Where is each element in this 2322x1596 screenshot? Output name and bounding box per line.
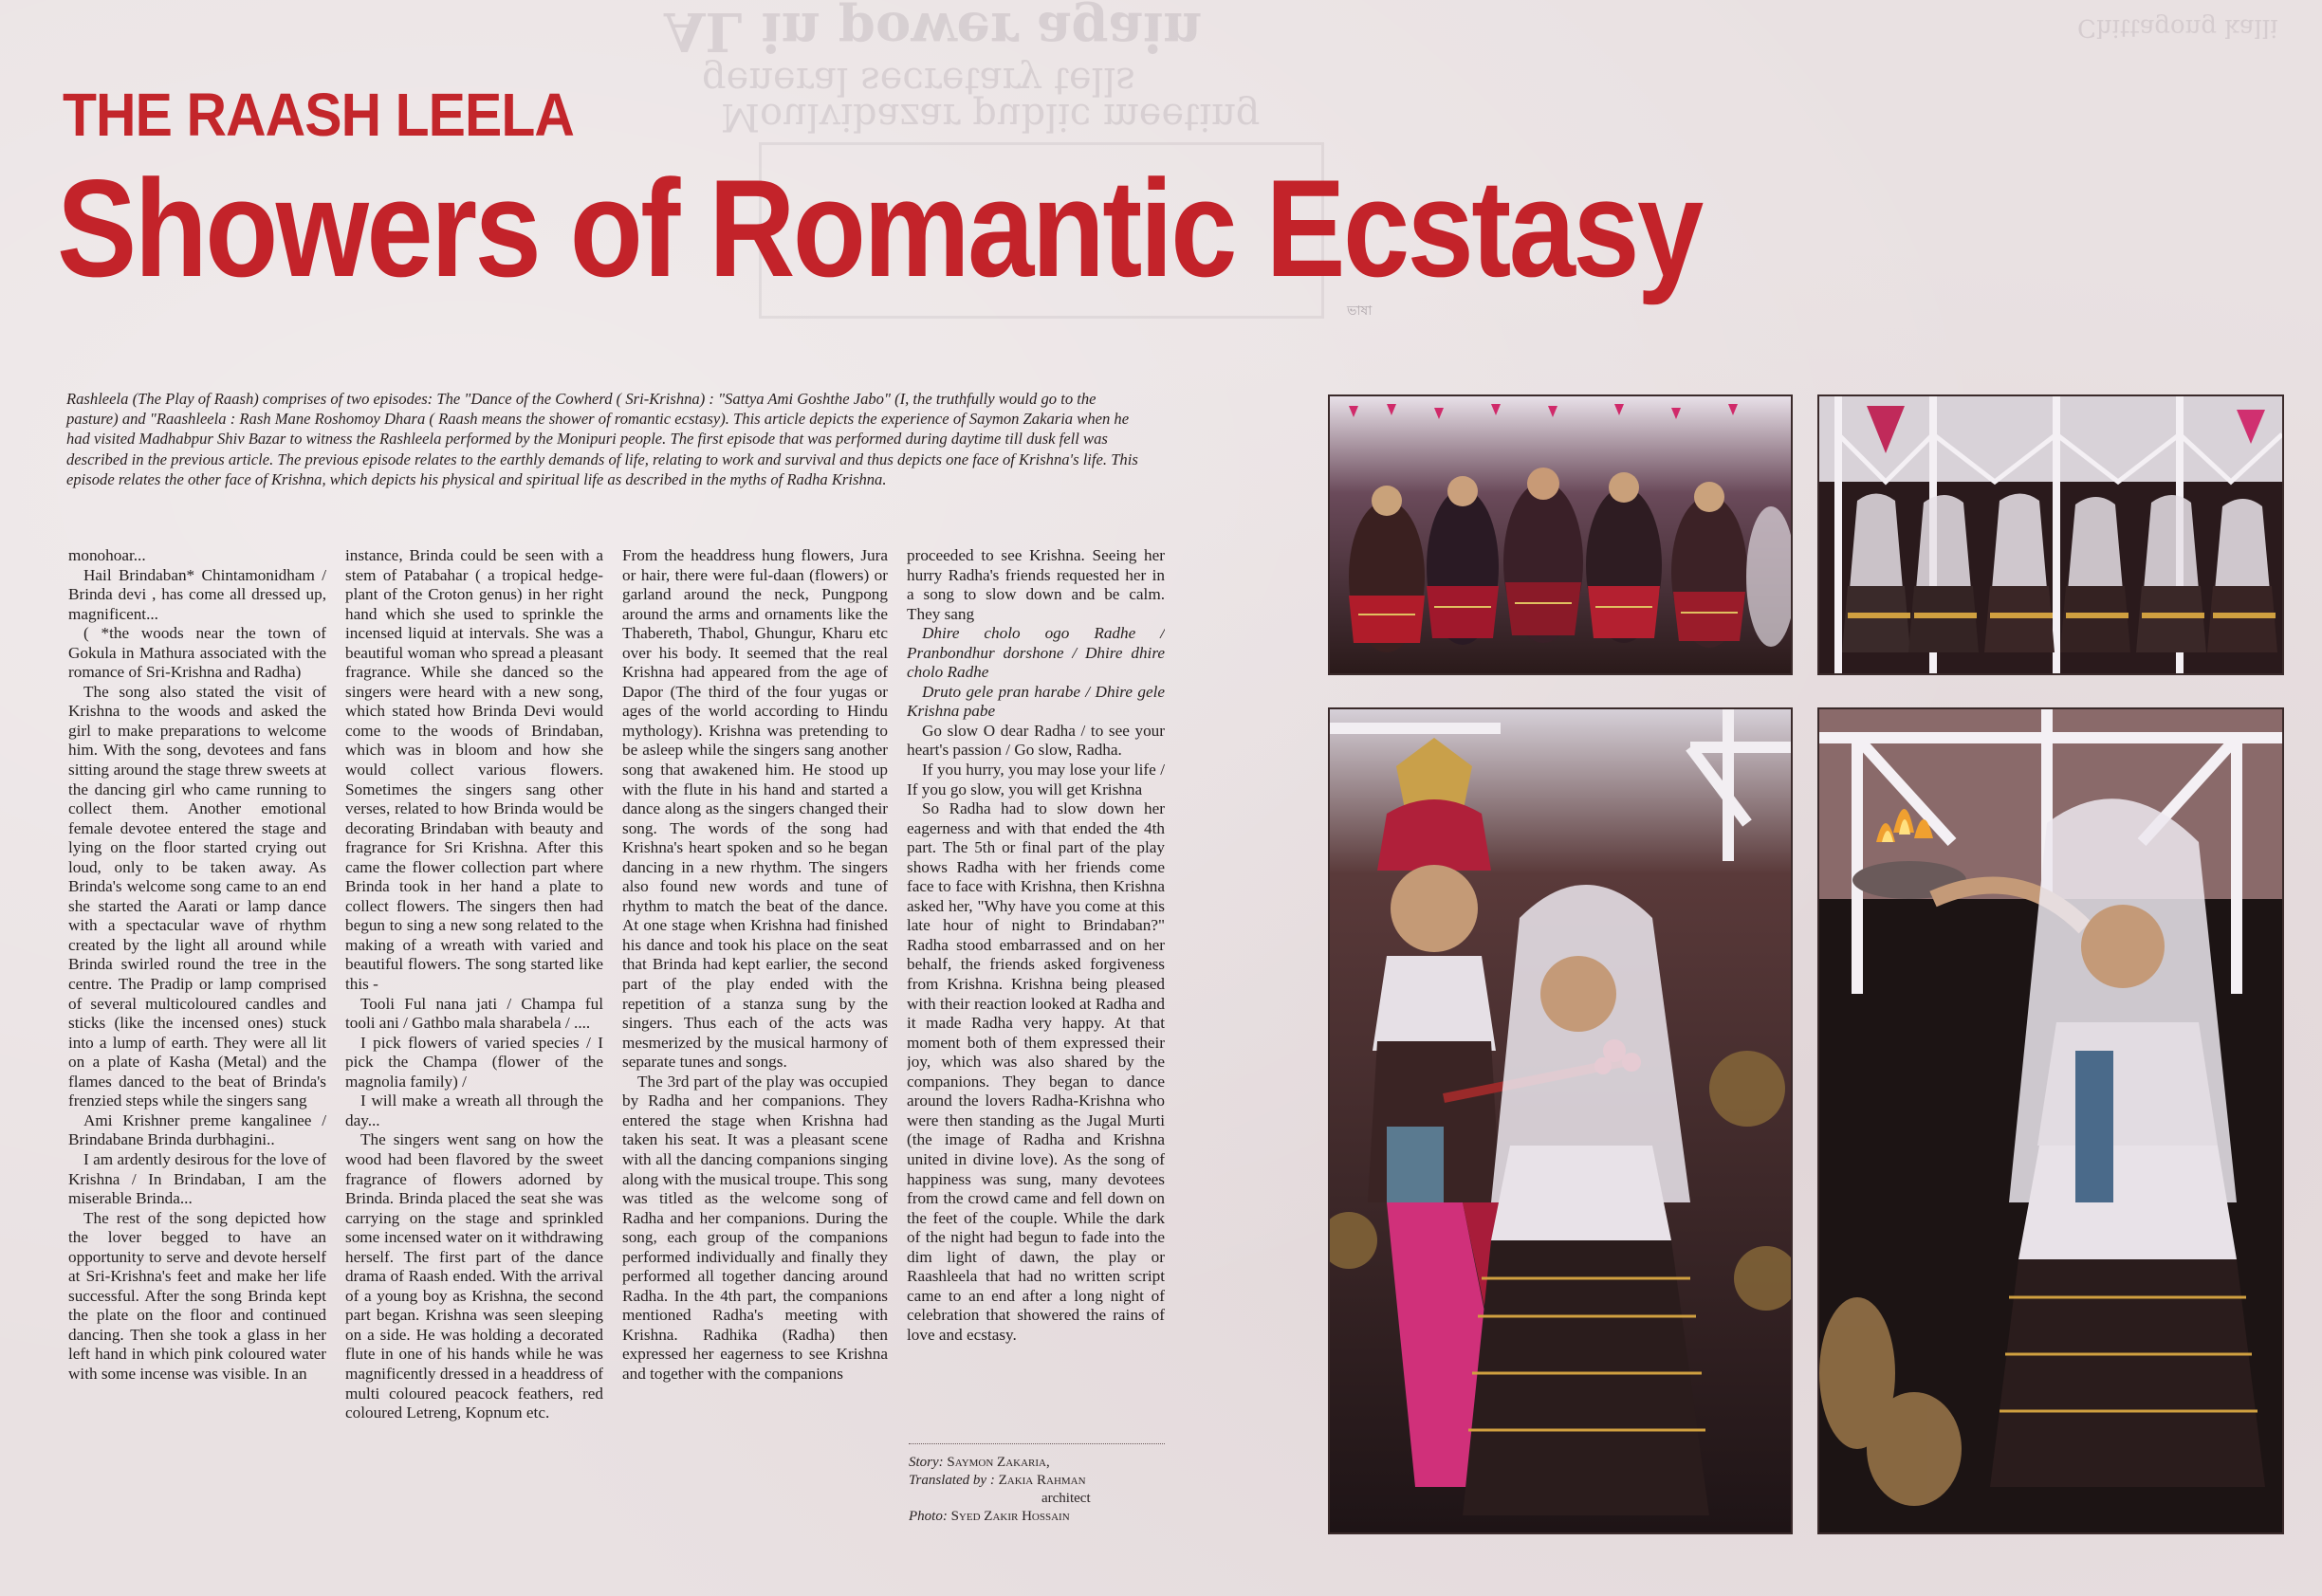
article-column-1 <box>68 546 326 1532</box>
photo-krishna-radha <box>1328 707 1793 1534</box>
song-translation: Go slow O dear Radha / to see your heart's passion / Go slow, Radha. <box>907 721 1165 760</box>
paragraph: The singers went sang on how the wood had been flavored by the sweet fragrance of flowers adorned by Brinda. Brinda placed the seat she was carrying on the stage and sprinkled some incensed water on it withdrawing herself. The first part of the dance drama of Raash ended. With the arrival of a young boy as Krishna, the second part began. Krishna was seen sleeping on a side. He was holding a decorated flute in one of his hands while he was magnificently dressed in a headdress of multi coloured peacock feathers, red coloured Letreng, Kopnum etc. <box>345 1130 603 1422</box>
paragraph: ( *the woods near the town of Gokula in Mathura associated with the romance of Sri-Krishna and Radha) <box>68 624 326 682</box>
bleed-through-text: AL in power again <box>664 0 1202 63</box>
song-translation: I am ardently desirous for the love of Krishna / In Brindaban, I am the miserable Brinda... <box>68 1149 326 1208</box>
song-translation: If you hurry, you may lose your life / If you go slow, you will get Krishna <box>907 761 1165 798</box>
credits <box>909 1443 1165 1526</box>
bleed-through-text: ভাষা <box>1347 304 1373 319</box>
paragraph: proceeded to see Krishna. Seeing her hurry Radha's friends requested her in a song to slow down and be calm. They sang <box>907 546 1165 623</box>
paragraph: So Radha had to slow down her eagerness and with that ended the 4th part. The 5th or final part of the play shows Radha with her friends come face to face with Krishna, then Krishna asked her, "Why have you come at this late hour of night to Brindaban?" Radha stood embarrassed and on her behalf, the friends asked forgiveness from Krishna. Krishna being pleased with their reaction looked at Radha and it made Radha very happy. At that moment both of them expressed their joy, which was also shared by the companions. They began to dance around the lovers Radha-Krishna who were then standing as the Jugal Murti (the image of Radha and Krishna united in divine love). As the song of happiness was sung, many devotees from the crowd came and fell down on the feet of the couple. While the dark of the night had begun to fade into the dim light of dawn, the play or Raashleela that had no written script came to an end after a long night of celebration that showered the rains of love and ecstasy. <box>907 799 1165 1344</box>
photo-dancers-group <box>1328 394 1793 675</box>
song-translation: I pick flowers of varied species / I pick the Champa (flower of the magnolia family) / <box>345 1033 603 1091</box>
intro-paragraph: Rashleela (The Play of Raash) comprises of two episodes: The "Dance of the Cowherd ( Sri-Krishna) : "Sattya Ami Goshthe Jabo" (I, the truthfully would go to the pasture) and "Raashleela : Rash Mane Roshomoy Dhara ( Raash means the shower of romantic ecstasy). This article depicts the experience of Saymon Zakaria when he had visited Madhabpur Shiv Bazar to witness the Rashleela performed by the Monipuri people. The first episode that was performed during daytime till dusk fell was described in the previous article. The previous episode relates to the earthly demands of life, relating to work and survival and thus depicts one face of Krishna's life. This episode relates the other face of Krishna, which depicts his physical and spiritual life as described in the myths of Radha Krishna. <box>66 390 1138 488</box>
translator-label: Translated by : <box>909 1473 995 1488</box>
song-verse: Ami Krishner preme kangalinee / Brindabane Brinda durbhagini.. <box>68 1110 326 1149</box>
photographer-name: Syed Zakir Hossain <box>950 1509 1070 1524</box>
divider <box>909 1443 1165 1444</box>
bleed-through-text: Chittagong kalli <box>2077 13 2278 42</box>
photo-gopis-veiled <box>1817 394 2284 675</box>
paragraph: The 3rd part of the play was occupied by Radha and her companions. They entered the stage when Krishna had taken his seat. It was a pleasant scene with all the dancing companions singing along with the musical troupe. This song was titled as the welcome song of Radha and her companions. During the song, each group of the companions performed individually and finally they performed all together dancing around Radha. In the 4th part, the companions mentioned Radha's meeting with Krishna. Radhika (Radha) then expressed her eagerness to see Krishna and together with the companions <box>622 1072 888 1383</box>
headline: Showers of Romantic Ecstasy <box>57 151 1702 305</box>
author-name: Saymon Zakaria, <box>947 1455 1050 1470</box>
song-verse: Tooli Ful nana jati / Champa ful tooli ani / Gathbo mala sharabela / .... <box>345 994 603 1033</box>
article-column-2 <box>345 546 603 1532</box>
article-column-3 <box>622 546 888 1532</box>
bleed-through-text: Moulvibazar public meeting <box>721 95 1261 138</box>
paragraph: Hail Brindaban* Chintamonidham / Brinda devi , has come all dressed up, magnificent... <box>68 565 326 623</box>
photo-aarati-lamp <box>1817 707 2284 1534</box>
paragraph: The rest of the song depicted how the lover begged to have an opportunity to serve and devote herself at Sri-Krishna's feet and make her life successful. After the song Brinda kept the plate on the floor and continued dancing. Then she took a glass in her left hand in which pink coloured water with some incense was visible. In an <box>68 1208 326 1383</box>
song-verse: Druto gele pran harabe / Dhire gele Krishna pabe <box>907 682 1165 721</box>
paragraph: The song also stated the visit of Krishna to the woods and asked the girl to make preparations to welcome him. With the song, devotees and fans sitting around the stage threw sweets at the dancing girl who came running to collect them. Another emotional female devotee entered the stage and lying on the floor started crying out loud, only to be taken away. As Brinda's welcome song came to an end she started the Aarati or lamp dance with a spectacular wave of rhythm created by the light all around while Brinda swirled round the tree in the centre. The Pradip or lamp comprised of several multicoloured candles and sticks (like the incensed ones) stuck into a lump of earth. They were all lit on a plate of Kasha (Metal) and the flames danced to the beat of Brinda's frenzied steps while the singers sang <box>68 682 326 1110</box>
paragraph: instance, Brinda could be seen with a stem of Patabahar ( a tropical hedge-plant of the Croton genus) in her right hand which she used to sprinkle the incensed liquid at intervals. She was a beautiful woman who spread a pleasant fragrance. While she danced so the singers were heard with a new song, which stated how Brinda Devi would come to the woods of Brindaban, which was in bloom and how she would collect various flowers. Sometimes the singers sang other verses, related to how Brinda would be decorating Brindaban with beauty and fragrance for Sri Krishna. After this came the flower collection part where Brinda took in her hand a plate to collect flowers. The singers then had begun to sing a new song related to the making of a wreath with varied and beautiful flowers. The song started like this - <box>345 546 603 994</box>
story-label: Story: <box>909 1455 944 1470</box>
song-verse: Dhire cholo ogo Radhe / Pranbondhur dorshone / Dhire dhire cholo Radhe <box>907 624 1165 682</box>
photo-label: Photo: <box>909 1509 948 1524</box>
bleed-through-text: general secretary tells <box>702 59 1135 102</box>
translator-name: Zakia Rahman <box>998 1473 1086 1488</box>
paragraph: monohoar... <box>68 546 146 564</box>
paragraph: From the headdress hung flowers, Jura or hair, there were ful-daan (flowers) or garland around the neck, Pungpong around the arms and ornaments like the Thabereth, Thabol, Ghungur, Kharu etc over his body. It seemed that the real Krishna had appeared from the age of Dapor (The third of the four yugas or ages of the world according to Hindu mythology). Krishna was pretending to be asleep while the singers sang another song that awakened him. He stood up with the flute in his hand and started a dance along as the singers changed their song. The words of the song had Krishna's heart spoken and so he began dancing in a new rhythm. The singers also found new words and tune of rhythm to match the beat of the dance. At one stage when Krishna had finished his dance and took his place on the seat that Brinda had kept earlier, the second part of the play ended with the repetition of a stanza sung by the singers. Thus each of the acts was mesmerized by the musical harmony of separate tunes and songs. <box>622 546 888 1072</box>
article-column-4 <box>907 546 1165 1423</box>
song-translation: I will make a wreath all through the day... <box>345 1092 603 1129</box>
kicker-title: THE RAASH LEELA <box>63 81 575 149</box>
translator-role: architect <box>1041 1491 1091 1506</box>
